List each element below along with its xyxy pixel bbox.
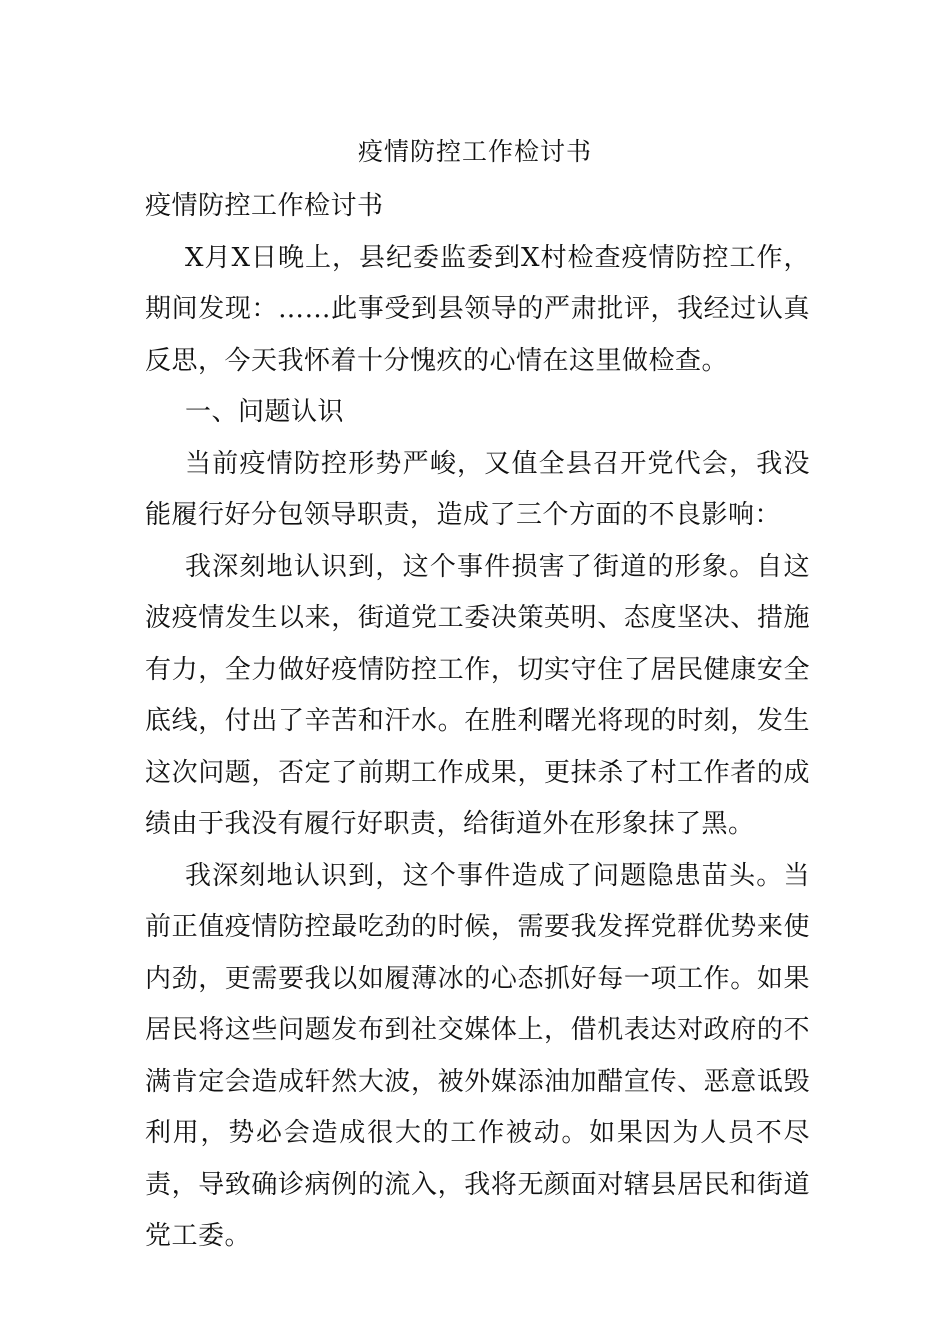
document-title: 疫情防控工作检讨书 <box>357 137 592 166</box>
body-paragraph: 我深刻地认识到，这个事件损害了街道的形象。自这波疫情发生以来，街道党工委决策英明、态度坚决、措施有力，全力做好疫情防控工作，切实守住了居民健康安全底线，付出了辛苦和汗水。在胜利曙光将现的时刻，发生这次问题，否定了前期工作成果，更抹杀了村工作者的成绩由于我没有履行好职责，给街道外在形象抹了黑。 <box>145 551 810 839</box>
subtitle-paragraph: 疫情防控工作检讨书 <box>145 191 384 221</box>
section-heading: 一、问题认识 <box>185 397 345 427</box>
document-body <box>145 181 810 1263</box>
body-paragraph: 当前疫情防控形势严峻，又值全县召开党代会，我没能履行好分包领导职责，造成了三个方面的不良影响： <box>145 448 810 530</box>
body-paragraph: 我深刻地认识到，这个事件造成了问题隐患苗头。当前正值疫情防控最吃劲的时候，需要我发挥党群优势来使内劲，更需要我以如履薄冰的心态抓好每一项工作。如果居民将这些问题发布到社交媒体上，借机表达对政府的不满肯定会造成轩然大波，被外媒添油加醋宣传、恶意诋毁利用，势必会造成很大的工作被动。如果因为人员不尽责，导致确诊病例的流入，我将无颜面对辖县居民和街道党工委。 <box>145 860 810 1251</box>
intro-paragraph: X月X日晚上，县纪委监委到X村检查疫情防控工作，期间发现：……此事受到县领导的严肃批评，我经过认真反思，今天我怀着十分愧疚的心情在这里做检查。 <box>145 242 810 376</box>
